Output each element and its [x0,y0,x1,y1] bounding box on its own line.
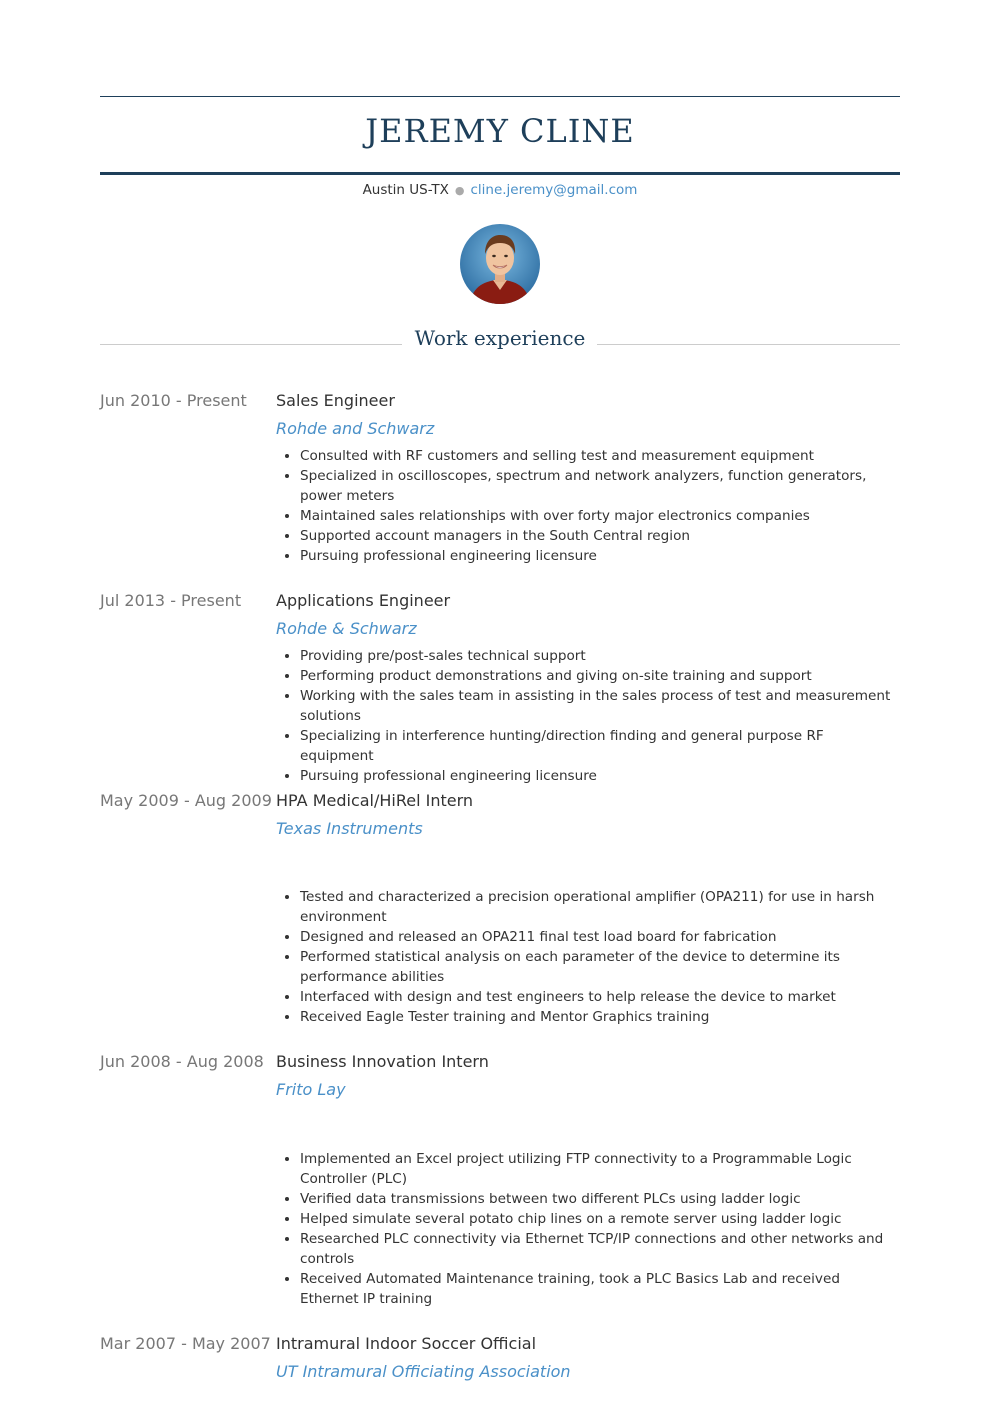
list-item: • Implemented an Excel project utilizing FTP connectivity to a Programmable Logic Controller (PLC) [300,1149,900,1189]
list-item: • Interfaced with design and test engineers to help release the device to market [300,987,900,1007]
list-item: • Supported account managers in the South Central region [300,526,900,546]
list-item: • Consulted with RF customers and selling test and measurement equipment [300,446,900,466]
company-link[interactable]: Frito Lay [276,1080,346,1099]
job-dates: May 2009 - Aug 2009 [100,791,272,810]
job-dates: Jun 2010 - Present [100,391,247,410]
job-bullets [276,887,900,1027]
list-item: • Performed statistical analysis on each parameter of the device to determine its performance abilities [300,947,900,987]
job-title: Business Innovation Intern [276,1052,489,1071]
work-experience-heading [100,326,900,356]
job-bullets [276,1149,900,1309]
job-bullets [276,646,900,786]
company-link[interactable]: UT Intramural Officiating Association [276,1362,571,1381]
separator-dot-icon: ● [454,184,465,197]
job-title: HPA Medical/HiRel Intern [276,791,474,810]
list-item: • Working with the sales team in assisting in the sales process of test and measurement solutions [300,686,900,726]
list-item: • Providing pre/post-sales technical support [300,646,900,666]
list-item: • Performing product demonstrations and giving on-site training and support [300,666,900,686]
list-item: • Tested and characterized a precision operational amplifier (OPA211) for use in harsh environment [300,887,900,927]
list-item: • Verified data transmissions between two different PLCs using ladder logic [300,1189,900,1209]
company-link[interactable]: Texas Instruments [276,819,423,838]
list-item: • Specializing in interference hunting/direction finding and general purpose RF equipment [300,726,900,766]
job-bullets [276,446,900,566]
list-item: • Received Automated Maintenance training, took a PLC Basics Lab and received Ethernet IP training [300,1269,900,1309]
list-item: • Helped simulate several potato chip lines on a remote server using ladder logic [300,1209,900,1229]
list-item: • Received Eagle Tester training and Mentor Graphics training [300,1007,900,1027]
company-link[interactable]: Rohde and Schwarz [276,419,435,438]
company-link[interactable]: Rohde & Schwarz [276,619,417,638]
header-top-rule [100,96,900,97]
job-title: Intramural Indoor Soccer Official [276,1334,537,1353]
job-title: Sales Engineer [276,391,395,410]
candidate-name: JEREMY CLINE [365,112,635,150]
list-item: • Researched PLC connectivity via Ethernet TCP/IP connections and other networks and controls [300,1229,900,1269]
profile-photo [460,224,540,304]
section-title: Work experience [414,326,586,350]
list-item: • Specialized in oscilloscopes, spectrum and network analyzers, function generators, power meters [300,466,900,506]
header-bottom-rule [100,172,900,175]
job-dates: Jul 2013 - Present [100,591,242,610]
list-item: • Pursuing professional engineering licensure [300,766,900,786]
list-item: • Designed and released an OPA211 final test load board for fabrication [300,927,900,947]
contact-line [100,182,900,198]
list-item: • Maintained sales relationships with over forty major electronics companies [300,506,900,526]
location-text: Austin US-TX [362,182,449,198]
job-dates: Jun 2008 - Aug 2008 [100,1052,264,1071]
job-title: Applications Engineer [276,591,451,610]
job-dates: Mar 2007 - May 2007 [100,1334,271,1353]
email-link[interactable]: cline.jeremy@gmail.com [470,182,638,198]
list-item: • Pursuing professional engineering licensure [300,546,900,566]
avatar [460,224,540,304]
